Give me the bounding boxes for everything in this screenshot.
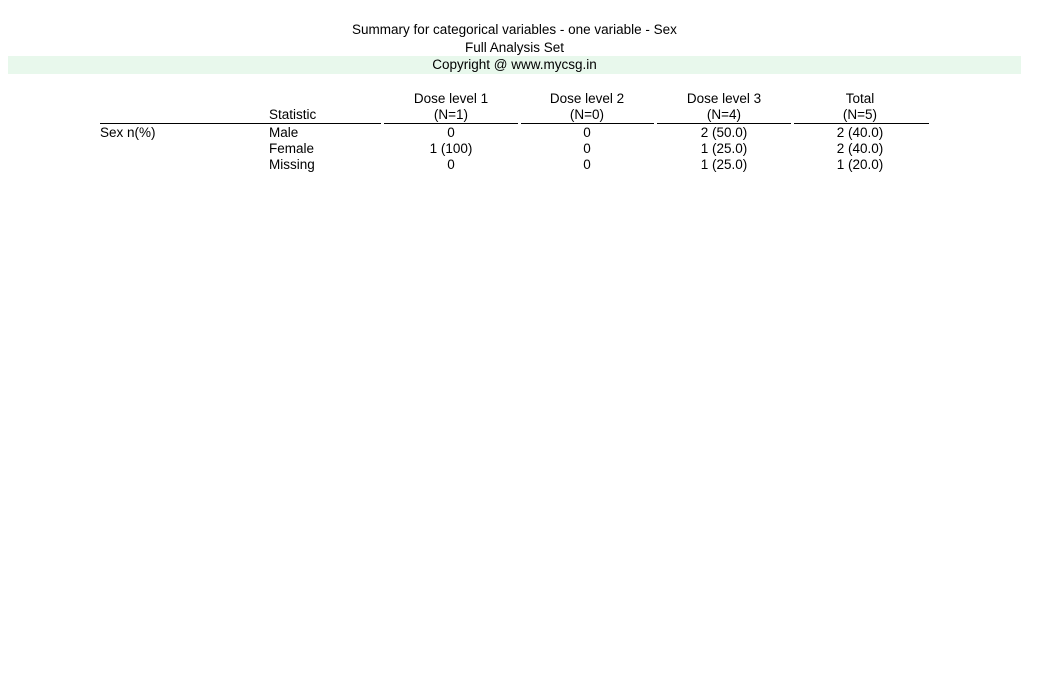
table-cell: 1 (25.0): [700, 141, 748, 156]
column-n-dose-2: (N=0): [569, 107, 605, 122]
copyright-text: Copyright @ www.mycsg.in: [432, 57, 597, 72]
variable-label: Sex n(%): [100, 125, 156, 140]
column-n-total: (N=5): [842, 107, 878, 122]
table-cell: 0: [583, 125, 591, 140]
report-population: Full Analysis Set: [464, 40, 565, 55]
table-row-statistic: Female: [269, 141, 315, 156]
table-cell: 0: [583, 157, 591, 172]
table-cell: 1 (25.0): [700, 157, 748, 172]
statistic-header: Statistic: [269, 107, 317, 122]
column-header-dose-3: Dose level 3: [686, 91, 762, 106]
table-cell: 2 (50.0): [700, 125, 748, 140]
header-rule: [100, 123, 929, 124]
report-title: Summary for categorical variables - one variable - Sex: [352, 22, 677, 37]
table-row-statistic: Male: [269, 125, 299, 140]
table-cell: 0: [447, 125, 455, 140]
table-row-statistic: Missing: [269, 157, 315, 172]
table-cell: 1 (20.0): [836, 157, 884, 172]
column-header-dose-2: Dose level 2: [549, 91, 625, 106]
column-n-dose-1: (N=1): [433, 107, 469, 122]
header-rule-gap: [381, 123, 384, 125]
table-cell: 1 (100): [429, 141, 473, 156]
header-rule-gap: [654, 123, 657, 125]
table-cell: 0: [583, 141, 591, 156]
column-header-total: Total: [845, 91, 875, 106]
column-n-dose-3: (N=4): [706, 107, 742, 122]
table-cell: 2 (40.0): [836, 125, 884, 140]
header-rule-gap: [791, 123, 794, 125]
header-rule-gap: [518, 123, 521, 125]
column-header-dose-1: Dose level 1: [413, 91, 489, 106]
table-cell: 0: [447, 157, 455, 172]
table-cell: 2 (40.0): [836, 141, 884, 156]
